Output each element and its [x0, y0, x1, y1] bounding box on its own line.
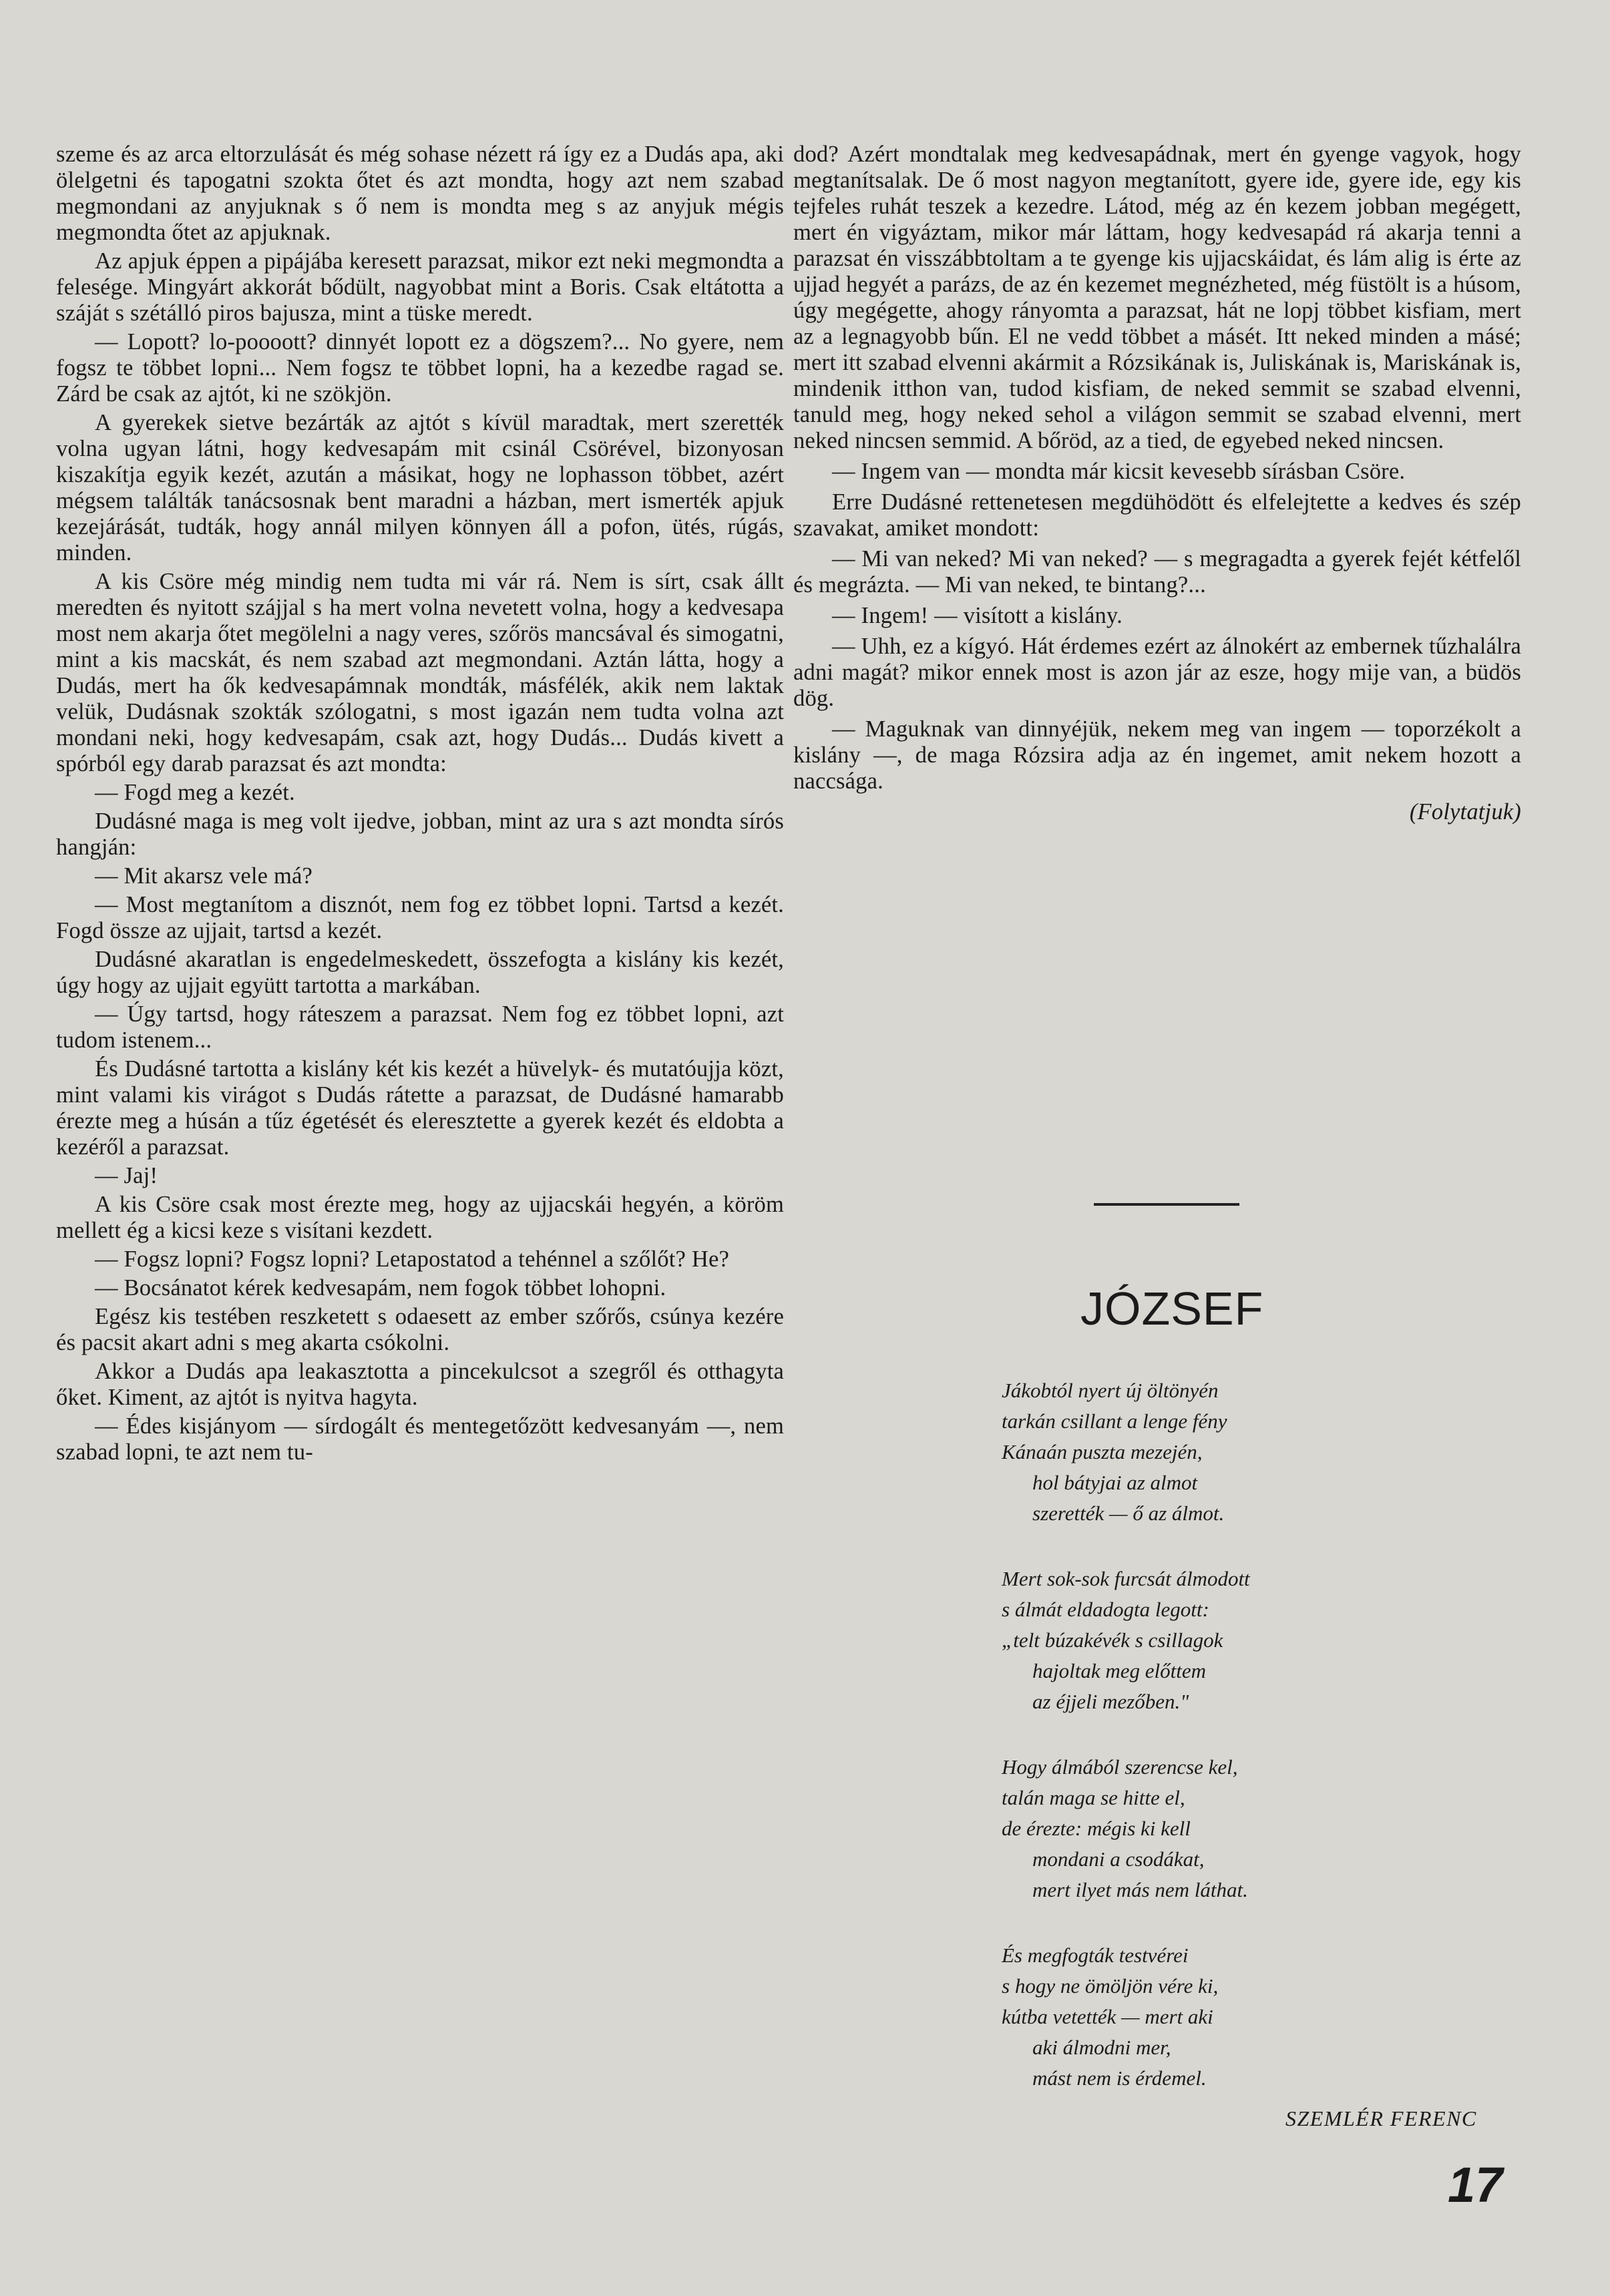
story-paragraph: És Dudásné tartotta a kislány két kis kezét a hüvelyk- és mutatóujja közt, mint valami kis virágot s Dudás rátette a parazsat, de Dudásné hamarabb érezte meg a húsán a tűz égetését és eleresztette a gyerek kezét és eldobta a kezéről a parazsat. [56, 1056, 784, 1160]
poem-stanza [1002, 1564, 1509, 1717]
poem-title: JÓZSEF [1080, 1283, 1264, 1335]
poem-line: mást nem is érdemel. [1032, 2066, 1207, 2090]
story-paragraph: Egész kis testében reszketett s odaesett az ember szőrős, csúnya kezére és pacsit akart adni s meg akarta csókolni. [56, 1304, 784, 1355]
poem-author: SZEMLÉR FERENC [1285, 2106, 1477, 2130]
story-paragraph: A gyerekek sietve bezárták az ajtót s kívül maradtak, mert szerették volna ugyan látni, hogy kedvesapám mit csinál Csörével, bizonyosan kiszakítja egyik kezét, azután a másikat, hogy ne lophasson többet, azért mégsem találták tanácsosnak bent maradni a házban, mert ismerték apjuk kezejárását, tudták, hogy annál milyen könnyen áll a pofon, ütés, rúgás, minden. [56, 410, 784, 565]
story-paragraph: — Bocsánatot kérek kedvesapám, nem fogok többet lohopni. [95, 1275, 666, 1301]
poem-stanza [1002, 1940, 1509, 2094]
poem-line: Jákobtól nyert új öltönyén [1002, 1379, 1219, 1402]
story-column-left [56, 142, 784, 1468]
story-paragraph: szeme és az arca eltorzulását és még sohase nézett rá így ez a Dudás apa, aki ölelgetni és tapogatni szokta őtet és azt mondta, hogy azt nem szabad megmondani az anyjuknak s ő nem is mondta meg s az anyjuk mégis megmondta őtet az apjuknak. [56, 142, 784, 245]
story-paragraph: — Fogd meg a kezét. [95, 780, 295, 805]
story-paragraph: A kis Csöre csak most érezte meg, hogy az ujjacskái hegyén, a köröm mellett ég a kicsi keze s visítani kezdett. [56, 1192, 784, 1243]
section-divider [1094, 1203, 1239, 1206]
poem-line: talán maga se hitte el, [1002, 1786, 1185, 1809]
story-paragraph: — Uhh, ez a kígyó. Hát érdemes ezért az álnokért az embernek tűzhalálra adni magát? mikor ennek most is azon jár az esze, hogy mije van, a büdös dög. [793, 634, 1521, 711]
poem-line: de érezte: mégis ki kell [1002, 1817, 1191, 1840]
page-number: 17 [1448, 2157, 1503, 2213]
poem-line: És megfogták testvérei [1002, 1943, 1189, 1967]
story-paragraph: — Jaj! [95, 1163, 158, 1188]
story-paragraph: Az apjuk éppen a pipájába keresett parazsat, mikor ezt neki megmondta a felesége. Mingyárt akkorát bődült, nagyobbat mint a Boris. Csak eltátotta a száját s szétálló piros bajusza, mint a tüske meredt. [56, 248, 784, 326]
story-paragraph: — Maguknak van dinnyéjük, nekem meg van ingem — toporzékolt a kislány —, de maga Rózsira adja az én ingemet, amit nekem hozott a naccsága. [793, 716, 1521, 794]
story-paragraph: — Mit akarsz vele má? [95, 863, 313, 889]
poem-line: aki álmodni mer, [1032, 2036, 1171, 2059]
poem-stanza [1002, 1375, 1509, 1529]
poem-line: hajoltak meg előttem [1032, 1659, 1206, 1682]
poem-line: „telt búzakévék s csillagok [1002, 1628, 1223, 1652]
poem-line: s hogy ne ömöljön vére ki, [1002, 1974, 1219, 1998]
poem-line: mondani a csodákat, [1032, 1847, 1205, 1871]
story-column-right [793, 142, 1521, 830]
story-paragraph: Erre Dudásné rettenetesen megdühödött és elfelejtette a kedves és szép szavakat, amiket mondott: [793, 489, 1521, 541]
poem-line: kútba vetették — mert aki [1002, 2005, 1213, 2028]
story-paragraph: — Most megtanítom a disznót, nem fog ez többet lopni. Tartsd a kezét. Fogd össze az ujjait, tartsd a kezét. [56, 892, 784, 943]
poem-line: Hogy álmából szerencse kel, [1002, 1755, 1238, 1779]
poem-line: tarkán csillant a lenge fény [1002, 1409, 1227, 1433]
poem-line: s álmát eldadogta legott: [1002, 1598, 1209, 1621]
poem-line: Kánaán puszta mezején, [1002, 1440, 1203, 1463]
poem-line: az éjjeli mezőben." [1032, 1690, 1189, 1713]
story-paragraph: — Úgy tartsd, hogy ráteszem a parazsat. Nem fog ez többet lopni, azt tudom istenem... [56, 1001, 784, 1053]
story-paragraph: — Ingem van — mondta már kicsit kevesebb sírásban Csöre. [832, 459, 1406, 484]
story-paragraph: — Ingem! — visított a kislány. [832, 603, 1123, 628]
story-paragraph: Dudásné maga is meg volt ijedve, jobban, mint az ura s azt mondta sírós hangján: [56, 809, 784, 860]
continuation-note: (Folytatjuk) [1409, 799, 1521, 825]
story-paragraph: Dudásné akaratlan is engedelmeskedett, összefogta a kislány kis kezét, úgy hogy az ujjait együtt tartotta a markában. [56, 947, 784, 998]
story-paragraph: — Mi van neked? Mi van neked? — s megragadta a gyerek fejét kétfelől és megrázta. — Mi van neked, te bintang?... [793, 546, 1521, 598]
story-paragraph: — Édes kisjányom — sírdogált és mentegetőzött kedvesanyám —, nem szabad lopni, te azt nem tu- [56, 1413, 784, 1465]
poem-body [1002, 1375, 1509, 2128]
story-paragraph: Akkor a Dudás apa leakasztotta a pincekulcsot a szegről és otthagyta őket. Kiment, az ajtót is nyitva hagyta. [56, 1359, 784, 1410]
poem-stanza [1002, 1752, 1509, 1905]
story-paragraph: — Fogsz lopni? Fogsz lopni? Letapostatod a tehénnel a szőlőt? He? [95, 1246, 730, 1272]
poem-line: hol bátyjai az almot [1032, 1471, 1198, 1494]
story-paragraph: dod? Azért mondtalak meg kedvesapádnak, mert én gyenge vagyok, hogy megtanítsalak. De ő most nagyon megtanított, gyere ide, gyere ide, egy kis tejfeles ruhát teszek a kezedre. Látod, még az én kezem jobban megégett, mert én vigyáztam, mikor már láttam, hogy kedvesapád rá akarja tenni a parazsat én visszábbtoltam a te gyenge kis ujjacskáidat, és lám alig is érte az ujjad hegyét a parázs, de az én kezemet megnézheted, még füstölt is a húsom, úgy megégette, ahogy rányomta a parazsat, hát ne lopj többet kisfiam, mert az a legnagyobb bűn. El ne vedd többet a másét. Itt neked minden a másé; mert itt szabad elvenni akármit a Rózsikának is, Juliskának is, Mariskának is, mindenik itthon van, tudod kisfiam, de neked semmit se szabad elvenni, tanuld meg, hogy neked sehol a világon semmit se szabad elvenni, mert neked nincsen semmid. A bőröd, az a tied, de egyebed neked nincsen. [793, 142, 1521, 453]
poem-line: Mert sok-sok furcsát álmodott [1002, 1567, 1250, 1590]
story-paragraph: — Lopott? lo-poooott? dinnyét lopott ez a dögszem?... No gyere, nem fogsz te többet lopni... Nem fogsz te többet lopni, ha a kezedbe ragad se. Zárd be csak az ajtót, ki ne szökjön. [56, 329, 784, 407]
poem-line: szerették — ő az álmot. [1032, 1502, 1225, 1525]
story-paragraph: A kis Csöre még mindig nem tudta mi vár rá. Nem is sírt, csak állt meredten és nyitott szájjal s ha mert volna nevetett volna, hogy a kedvesapa most nem akarja őtet megölelni a nagy veres, szőrös mancsával és simogatni, mint a kis macskát, és nem szabad azt megmondani. Aztán látta, hogy a Dudás, mert ha ők kedvesapámnak mondták, másfélék, akik nem laktak velük, Dudásnak szokták szólogatni, s most igazán nem tudta volna azt mondani neki, hogy kedvesapám, csak azt, hogy Dudás... Dudás kivett a spórból egy darab parazsat és azt mondta: [56, 569, 784, 776]
poem-line: mert ilyet más nem láthat. [1032, 1878, 1248, 1901]
